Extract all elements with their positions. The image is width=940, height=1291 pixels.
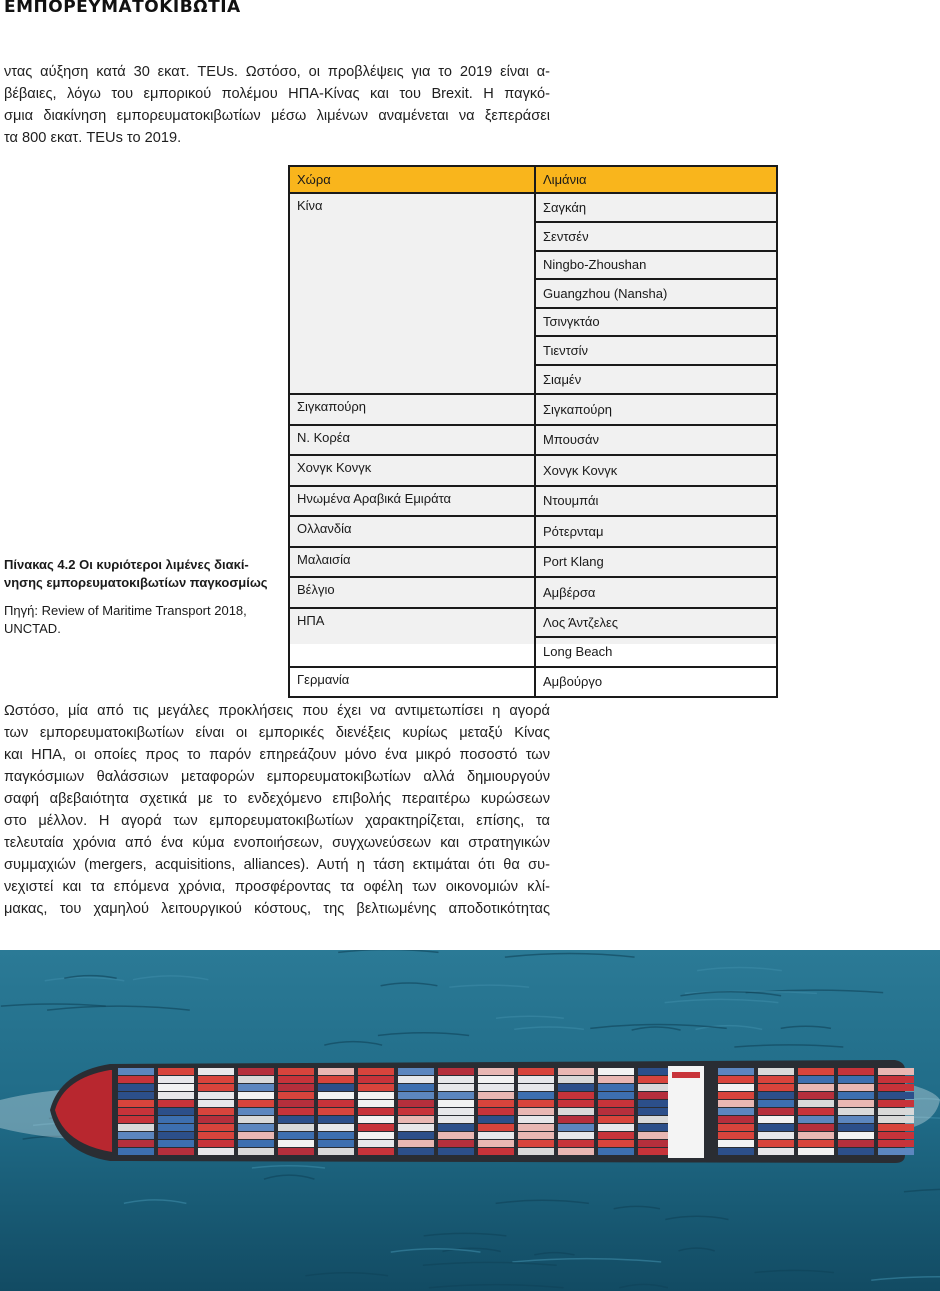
container-ship-photo — [0, 950, 940, 1291]
container-box — [238, 1148, 274, 1155]
container-box — [718, 1092, 754, 1099]
country-cell: Βέλγιο — [289, 577, 535, 608]
text-line: νεχιστεί και τα επόμενα χρόνια, προσφέροντας τα οφέλη των οικονομιών κλί- — [4, 879, 550, 895]
container-box — [478, 1124, 514, 1131]
container-box — [238, 1140, 274, 1147]
text-line: συμμαχιών (mergers, acquisitions, alliances). Αυτή η τάση εκτιμάται ότι θα συ- — [4, 857, 550, 873]
port-cell: Ρότερνταμ — [535, 516, 777, 547]
container-box — [438, 1084, 474, 1091]
container-box — [358, 1068, 394, 1075]
table-row — [289, 308, 777, 337]
container-box — [758, 1076, 794, 1083]
port-cell: Χονγκ Κονγκ — [535, 455, 777, 486]
port-cell: Σιγκαπούρη — [535, 394, 777, 425]
caption-title-line: Πίνακας 4.2 Οι κυριότεροι λιμένες διακί- — [4, 557, 249, 572]
container-box — [158, 1148, 194, 1155]
table-caption — [4, 556, 272, 638]
container-box — [438, 1140, 474, 1147]
table-row — [289, 577, 777, 608]
country-cell: Γερμανία — [289, 667, 535, 698]
container-box — [718, 1108, 754, 1115]
port-cell: Guangzhou (Nansha) — [535, 279, 777, 308]
container-box — [518, 1076, 554, 1083]
container-box — [758, 1092, 794, 1099]
container-box — [438, 1108, 474, 1115]
text-line: τα 800 εκατ. TEUs το 2019. — [4, 130, 182, 146]
container-box — [398, 1140, 434, 1147]
container-box — [198, 1068, 234, 1075]
ship-bridge-stripe — [672, 1072, 700, 1078]
container-box — [278, 1132, 314, 1139]
container-box — [478, 1068, 514, 1075]
table-row — [289, 637, 777, 667]
container-box — [198, 1092, 234, 1099]
container-box — [358, 1140, 394, 1147]
container-box — [118, 1092, 154, 1099]
table-header-row — [289, 166, 777, 193]
table-row — [289, 365, 777, 395]
ports-table-body — [289, 193, 777, 698]
container-box — [758, 1124, 794, 1131]
country-cell-empty — [289, 222, 535, 251]
container-box — [758, 1148, 794, 1155]
container-box — [598, 1100, 634, 1107]
container-box — [478, 1100, 514, 1107]
container-box — [878, 1100, 914, 1107]
container-box — [838, 1140, 874, 1147]
port-cell: Αμβούργο — [535, 667, 777, 698]
container-box — [718, 1148, 754, 1155]
container-box — [878, 1084, 914, 1091]
country-cell: ΗΠΑ — [289, 608, 535, 638]
container-box — [118, 1084, 154, 1091]
container-box — [878, 1076, 914, 1083]
container-box — [478, 1108, 514, 1115]
container-box — [158, 1108, 194, 1115]
text-line: σαφή αβεβαιότητα σχετικά με το ενδεχόμενο επιβολής περαιτέρω κυρώσεων — [4, 791, 550, 807]
container-box — [718, 1100, 754, 1107]
table-row — [289, 667, 777, 698]
section-title: ΕΜΠΟΡΕΥΜΑΤΟΚΙΒΩΤΙΑ — [4, 0, 241, 17]
container-box — [118, 1132, 154, 1139]
container-box — [558, 1076, 594, 1083]
container-box — [598, 1108, 634, 1115]
container-box — [598, 1068, 634, 1075]
container-box — [558, 1148, 594, 1155]
country-cell: Μαλαισία — [289, 547, 535, 578]
container-box — [478, 1132, 514, 1139]
container-box — [398, 1084, 434, 1091]
container-box — [238, 1116, 274, 1123]
container-box — [358, 1092, 394, 1099]
table-row — [289, 486, 777, 517]
container-box — [318, 1132, 354, 1139]
container-box — [198, 1124, 234, 1131]
ports-table — [288, 165, 778, 698]
container-box — [478, 1092, 514, 1099]
country-cell: Ηνωμένα Αραβικά Εμιράτα — [289, 486, 535, 517]
container-box — [598, 1116, 634, 1123]
container-box — [878, 1068, 914, 1075]
container-box — [358, 1148, 394, 1155]
container-box — [438, 1076, 474, 1083]
port-cell: Long Beach — [535, 637, 777, 667]
container-box — [758, 1116, 794, 1123]
container-box — [158, 1068, 194, 1075]
container-box — [878, 1148, 914, 1155]
header-country: Χώρα — [289, 166, 535, 193]
container-box — [478, 1148, 514, 1155]
container-box — [518, 1132, 554, 1139]
container-box — [158, 1124, 194, 1131]
port-cell: Λος Άντζελες — [535, 608, 777, 638]
container-box — [518, 1124, 554, 1131]
container-box — [358, 1084, 394, 1091]
text-line: ντας αύξηση κατά 30 εκατ. TEUs. Ωστόσο, οι προβλέψεις για το 2019 είναι α- — [4, 64, 550, 80]
container-box — [718, 1116, 754, 1123]
text-line: σμια διακίνηση εμπορευματοκιβωτίων μέσω λιμένων αναμένεται να ξεπεράσει — [4, 108, 550, 124]
container-box — [518, 1092, 554, 1099]
container-box — [398, 1108, 434, 1115]
country-cell-empty — [289, 279, 535, 308]
container-box — [198, 1100, 234, 1107]
port-cell: Σεντσέν — [535, 222, 777, 251]
text-line: στο μέλλον. Η αγορά των εμπορευματοκιβωτίων χαρακτηρίζεται, επίσης, τα — [4, 813, 550, 829]
container-box — [278, 1084, 314, 1091]
container-box — [118, 1124, 154, 1131]
container-box — [878, 1108, 914, 1115]
ship-bridge — [668, 1066, 704, 1158]
container-box — [358, 1116, 394, 1123]
port-cell: Ningbo-Zhoushan — [535, 251, 777, 280]
container-box — [798, 1140, 834, 1147]
container-box — [198, 1140, 234, 1147]
body-paragraph — [4, 700, 550, 920]
country-cell: Κίνα — [289, 193, 535, 223]
container-box — [238, 1124, 274, 1131]
container-box — [158, 1084, 194, 1091]
container-box — [558, 1132, 594, 1139]
container-box — [158, 1132, 194, 1139]
container-box — [238, 1132, 274, 1139]
intro-paragraph — [4, 61, 550, 149]
table-row — [289, 193, 777, 223]
port-cell: Port Klang — [535, 547, 777, 578]
container-box — [278, 1076, 314, 1083]
container-box — [398, 1100, 434, 1107]
container-box — [598, 1148, 634, 1155]
container-box — [558, 1116, 594, 1123]
port-cell: Μπουσάν — [535, 425, 777, 456]
port-cell: Αμβέρσα — [535, 577, 777, 608]
table-row — [289, 251, 777, 280]
container-box — [358, 1124, 394, 1131]
container-box — [478, 1116, 514, 1123]
container-box — [118, 1148, 154, 1155]
container-box — [798, 1076, 834, 1083]
container-box — [198, 1076, 234, 1083]
container-box — [398, 1092, 434, 1099]
container-box — [318, 1092, 354, 1099]
container-box — [558, 1100, 594, 1107]
container-box — [838, 1084, 874, 1091]
container-box — [438, 1132, 474, 1139]
container-box — [238, 1076, 274, 1083]
country-cell-empty — [289, 251, 535, 280]
country-cell: Σιγκαπούρη — [289, 394, 535, 425]
text-line: παγκόσμιων θαλάσσιων μεταφορών εμπορευματοκιβωτίων αλλά δημιουργούν — [4, 769, 550, 785]
country-cell-empty — [289, 365, 535, 395]
country-cell: Ολλανδία — [289, 516, 535, 547]
port-cell: Τιεντσίν — [535, 336, 777, 365]
table-row — [289, 279, 777, 308]
port-cell: Τσινγκτάο — [535, 308, 777, 337]
container-box — [118, 1100, 154, 1107]
container-box — [318, 1100, 354, 1107]
container-box — [398, 1076, 434, 1083]
text-line: μακας, του χαμηλού λειτουργικού κόστους, της βελτιωμένης αποδοτικότητας — [4, 901, 550, 917]
container-box — [318, 1068, 354, 1075]
text-line: και ΗΠΑ, οι οποίες προς το παρόν επηρεάζουν μόνο ένα μικρό ποσοστό των — [4, 747, 550, 763]
container-box — [318, 1108, 354, 1115]
container-box — [838, 1108, 874, 1115]
container-box — [238, 1092, 274, 1099]
container-box — [158, 1092, 194, 1099]
table-row — [289, 516, 777, 547]
container-box — [598, 1140, 634, 1147]
container-box — [438, 1092, 474, 1099]
container-box — [318, 1140, 354, 1147]
caption-source-line: Πηγή: Review of Maritime Transport 2018, — [4, 603, 247, 618]
container-box — [118, 1076, 154, 1083]
container-box — [878, 1132, 914, 1139]
container-box — [478, 1076, 514, 1083]
port-cell: Σαγκάη — [535, 193, 777, 223]
container-box — [598, 1124, 634, 1131]
container-box — [118, 1140, 154, 1147]
container-box — [798, 1132, 834, 1139]
container-box — [518, 1140, 554, 1147]
container-box — [198, 1148, 234, 1155]
container-box — [718, 1068, 754, 1075]
container-box — [238, 1068, 274, 1075]
container-box — [838, 1068, 874, 1075]
container-box — [158, 1116, 194, 1123]
container-box — [438, 1068, 474, 1075]
container-box — [318, 1148, 354, 1155]
container-box — [198, 1116, 234, 1123]
container-box — [518, 1100, 554, 1107]
country-cell-empty — [289, 336, 535, 365]
container-box — [718, 1140, 754, 1147]
table-row — [289, 425, 777, 456]
container-box — [798, 1084, 834, 1091]
container-box — [558, 1068, 594, 1075]
container-box — [118, 1068, 154, 1075]
text-line: των εμπορευματοκιβωτίων είναι οι εμπορικές διενέξεις κυρίως μεταξύ Κίνας — [4, 725, 550, 741]
container-box — [358, 1108, 394, 1115]
container-box — [758, 1140, 794, 1147]
container-box — [838, 1124, 874, 1131]
container-box — [278, 1092, 314, 1099]
text-line: Ωστόσο, μία από τις μεγάλες προκλήσεις που έχει να αντιμετωπίσει η αγορά — [4, 703, 550, 719]
container-box — [558, 1108, 594, 1115]
container-box — [718, 1124, 754, 1131]
container-box — [838, 1132, 874, 1139]
container-box — [358, 1100, 394, 1107]
country-cell-empty — [289, 308, 535, 337]
container-box — [798, 1100, 834, 1107]
text-line: βέβαιες, λόγω του εμπορικού πολέμου ΗΠΑ-Κίνας και του Brexit. Η παγκό- — [4, 86, 550, 102]
container-box — [598, 1092, 634, 1099]
container-box — [198, 1084, 234, 1091]
container-box — [158, 1140, 194, 1147]
container-box — [398, 1132, 434, 1139]
container-box — [438, 1148, 474, 1155]
container-box — [878, 1116, 914, 1123]
container-box — [438, 1124, 474, 1131]
container-box — [878, 1140, 914, 1147]
container-box — [478, 1084, 514, 1091]
container-box — [238, 1100, 274, 1107]
container-box — [278, 1140, 314, 1147]
table-row — [289, 394, 777, 425]
container-box — [518, 1084, 554, 1091]
container-box — [598, 1132, 634, 1139]
container-box — [518, 1116, 554, 1123]
container-box — [758, 1084, 794, 1091]
container-box — [518, 1068, 554, 1075]
container-box — [158, 1100, 194, 1107]
container-box — [318, 1124, 354, 1131]
caption-source-line: UNCTAD. — [4, 621, 61, 636]
container-box — [798, 1108, 834, 1115]
container-box — [838, 1100, 874, 1107]
container-ship-icon — [0, 950, 940, 1291]
container-box — [358, 1076, 394, 1083]
country-cell-empty — [289, 637, 535, 667]
container-box — [318, 1116, 354, 1123]
container-box — [118, 1116, 154, 1123]
container-box — [758, 1100, 794, 1107]
container-box — [838, 1092, 874, 1099]
container-box — [438, 1116, 474, 1123]
container-box — [798, 1148, 834, 1155]
container-box — [398, 1148, 434, 1155]
container-box — [718, 1132, 754, 1139]
container-box — [758, 1108, 794, 1115]
container-box — [358, 1132, 394, 1139]
container-box — [798, 1124, 834, 1131]
container-box — [598, 1076, 634, 1083]
container-box — [878, 1092, 914, 1099]
container-box — [758, 1132, 794, 1139]
container-box — [278, 1100, 314, 1107]
text-line: τελευταία χρόνια από ένα κύμα ενοποιήσεων, συγχωνεύσεων και στρατηγικών — [4, 835, 550, 851]
container-box — [318, 1084, 354, 1091]
container-box — [318, 1076, 354, 1083]
container-box — [838, 1076, 874, 1083]
container-box — [278, 1068, 314, 1075]
container-box — [798, 1068, 834, 1075]
container-box — [278, 1116, 314, 1123]
container-box — [198, 1132, 234, 1139]
container-box — [558, 1084, 594, 1091]
caption-title-line: νησης εμπορευματοκιβωτίων παγκοσμίως — [4, 575, 268, 590]
container-box — [718, 1084, 754, 1091]
table-row — [289, 547, 777, 578]
container-box — [518, 1148, 554, 1155]
container-box — [238, 1108, 274, 1115]
container-box — [558, 1140, 594, 1147]
container-box — [398, 1116, 434, 1123]
container-box — [878, 1124, 914, 1131]
container-box — [478, 1140, 514, 1147]
table-row — [289, 222, 777, 251]
container-box — [838, 1116, 874, 1123]
table-row — [289, 608, 777, 638]
container-box — [158, 1076, 194, 1083]
container-box — [278, 1108, 314, 1115]
caption-title — [4, 556, 272, 592]
port-cell: Σιαμέν — [535, 365, 777, 395]
container-box — [278, 1124, 314, 1131]
container-box — [118, 1108, 154, 1115]
container-box — [758, 1068, 794, 1075]
container-box — [238, 1084, 274, 1091]
container-box — [398, 1124, 434, 1131]
container-box — [518, 1108, 554, 1115]
ports-table-container — [288, 165, 776, 690]
container-box — [558, 1092, 594, 1099]
country-cell: Ν. Κορέα — [289, 425, 535, 456]
container-box — [798, 1116, 834, 1123]
container-box — [838, 1148, 874, 1155]
container-box — [718, 1076, 754, 1083]
container-box — [398, 1068, 434, 1075]
container-box — [558, 1124, 594, 1131]
country-cell: Χονγκ Κονγκ — [289, 455, 535, 486]
header-ports: Λιμάνια — [535, 166, 777, 193]
port-cell: Ντουμπάι — [535, 486, 777, 517]
container-box — [798, 1092, 834, 1099]
container-box — [278, 1148, 314, 1155]
container-box — [438, 1100, 474, 1107]
caption-source — [4, 602, 272, 638]
table-row — [289, 455, 777, 486]
table-row — [289, 336, 777, 365]
container-box — [198, 1108, 234, 1115]
container-box — [598, 1084, 634, 1091]
